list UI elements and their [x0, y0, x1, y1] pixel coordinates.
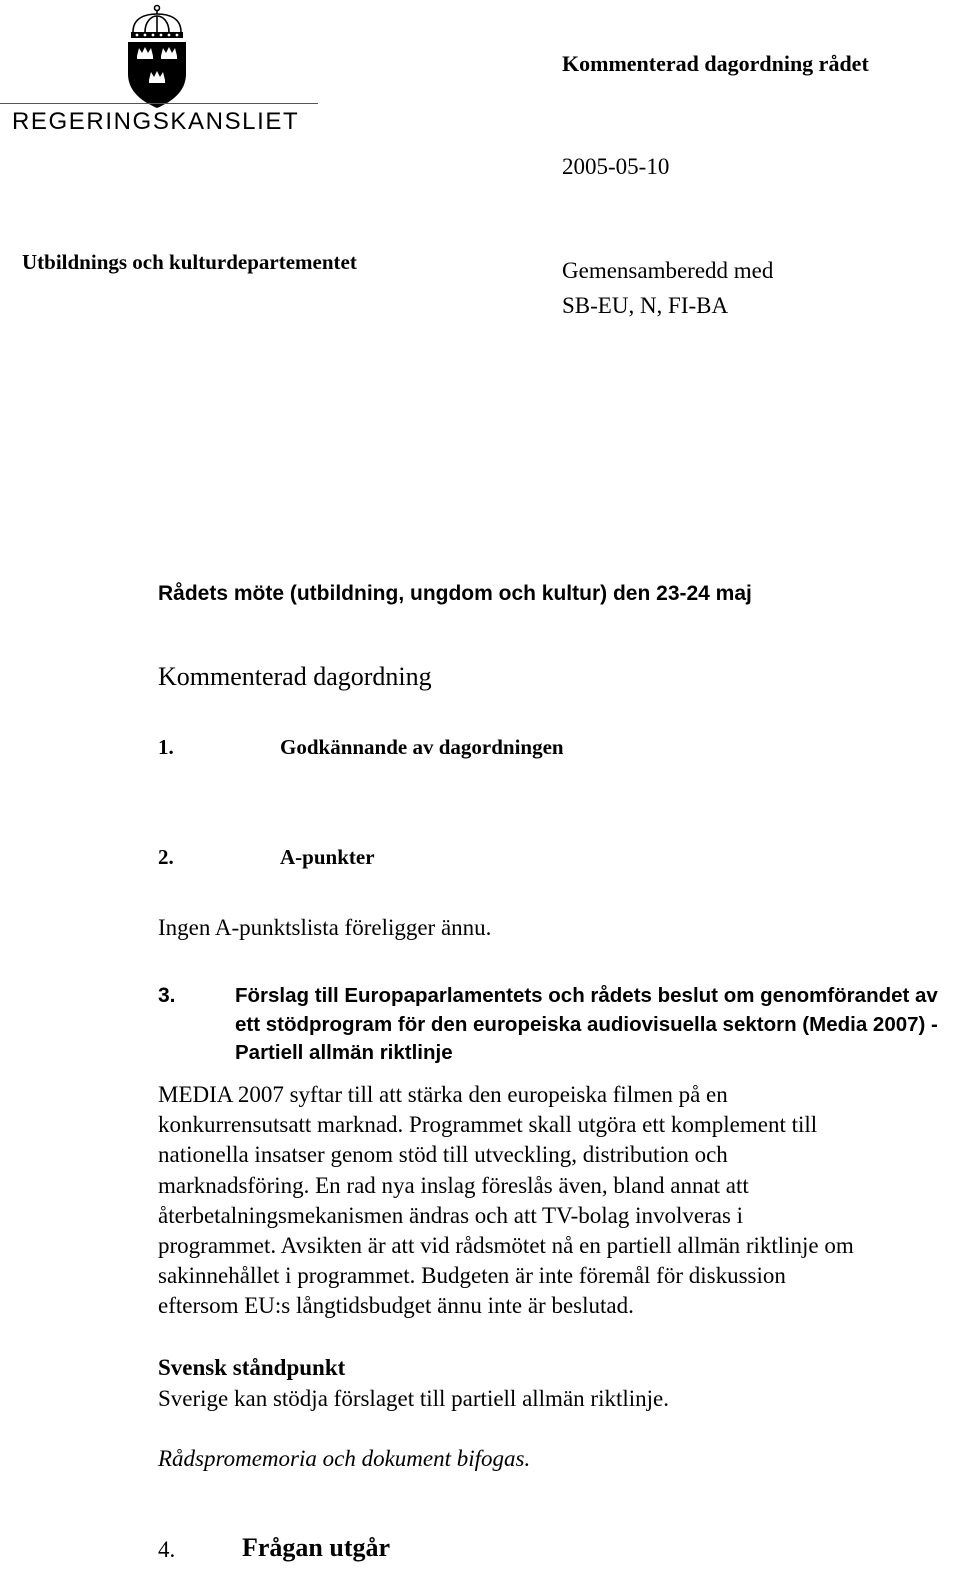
- government-logo: [0, 0, 320, 145]
- position-heading: Svensk ståndpunkt: [158, 1355, 346, 1380]
- logo-wordmark: REGERINGSKANSLIET: [12, 108, 300, 135]
- agenda-item-number: 2.: [158, 845, 174, 869]
- position-text: Sverige kan stödja förslaget till partiell allmän riktlinje.: [158, 1386, 669, 1411]
- agenda-item-text: MEDIA 2007 syftar till att stärka den europeiska filmen på en konkurrensutsatt marknad. Programmet skall utgöra ett komplement till nationella insatser genom stöd till utveckling, distribution och marknadsföring. En rad nya inslag föreslås även, bland annat att återbetalningsmekanismen ändras och att TV-bolag involveras i programmet. Avsikten är att vid rådsmötet nå en partiell allmän riktlinje om sakinnehållet i programmet. Budgeten är inte föremål för diskussion eftersom EU:s långtidsbudget ännu inte är beslutad.: [158, 1082, 854, 1319]
- logo-divider: [0, 103, 318, 104]
- agenda-heading: Kommenterad dagordning: [158, 662, 432, 691]
- agenda-item-number: 1.: [158, 735, 174, 759]
- department-name: Utbildnings och kulturdepartementet: [22, 250, 357, 274]
- agenda-item-title: Godkännande av dagordningen: [280, 735, 564, 759]
- document-type: Kommenterad dagordning rådet: [562, 51, 869, 76]
- agenda-item-number: 4.: [158, 1537, 176, 1562]
- agenda-item-title: Förslag till Europaparlamentets och rådets beslut om genomförandet av ett stödprogram för den europeiska audiovisuella sektorn (Media 2007) - Partiell allmän riktlinje: [235, 984, 938, 1064]
- coordination-note: Gemensamberedd med SB-EU, N, FI-BA: [562, 258, 774, 318]
- crown-shield-icon: [125, 4, 189, 108]
- attachment-note: Rådspromemoria och dokument bifogas.: [158, 1446, 531, 1471]
- meeting-title: Rådets möte (utbildning, ungdom och kultur) den 23-24 maj: [158, 582, 752, 605]
- document-date: 2005-05-10: [562, 154, 670, 179]
- agenda-item-number: 3.: [158, 984, 176, 1007]
- agenda-item-title: Frågan utgår: [242, 1533, 391, 1562]
- agenda-item-title: A-punkter: [280, 845, 375, 869]
- agenda-item-text: Ingen A-punktslista föreligger ännu.: [158, 915, 492, 940]
